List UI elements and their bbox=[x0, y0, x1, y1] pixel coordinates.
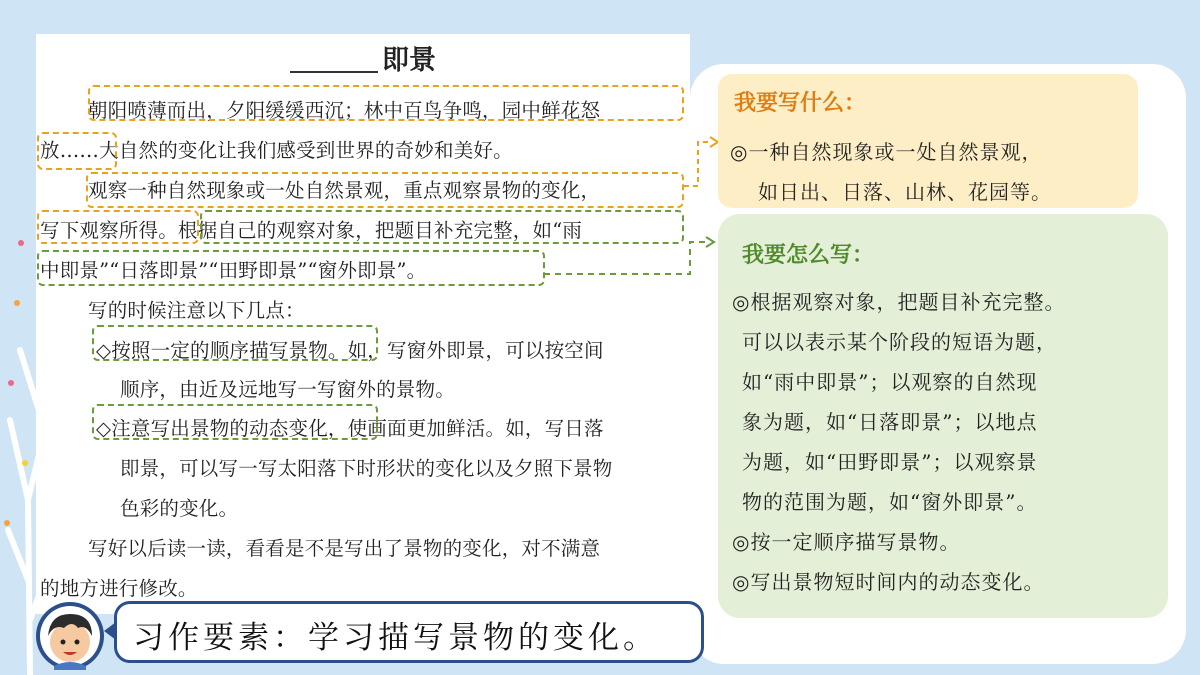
textbook-page bbox=[36, 34, 690, 614]
paragraph-line: 写下观察所得。根据自己的观察对象，把题目补充完整，如“雨 bbox=[40, 219, 583, 242]
how-card-line: 象为题，如“日落即景”；以地点 bbox=[742, 410, 1038, 434]
highlight-box-green bbox=[37, 250, 545, 286]
paragraph-line: 中即景”“日落即景”“田野即景”“窗外即景”。 bbox=[40, 259, 427, 282]
page-title: 即景 bbox=[36, 38, 690, 77]
how-card-line: 如“雨中即景”；以观察的自然现 bbox=[742, 370, 1038, 394]
speech-bubble bbox=[114, 601, 704, 663]
bullet-line: 色彩的变化。 bbox=[120, 497, 239, 520]
bullet-line: 顺序，由近及远地写一写窗外的景物。 bbox=[120, 378, 455, 401]
how-card-title: 我要怎么写： bbox=[742, 243, 875, 268]
paragraph-line: 观察一种自然现象或一处自然景观，重点观察景物的变化， bbox=[88, 179, 601, 202]
how-card-line: ◎按一定顺序描写景物。 bbox=[732, 530, 961, 554]
how-card-line: 物的范围为题，如“窗外即景”。 bbox=[742, 490, 1038, 514]
paragraph-line: 朝阳喷薄而出，夕阳缓缓西沉；林中百鸟争鸣，园中鲜花怒 bbox=[88, 99, 601, 122]
what-to-write-card bbox=[718, 74, 1138, 208]
paragraph-line: 的地方进行修改。 bbox=[40, 577, 198, 600]
how-card-line: 可以以表示某个阶段的短语为题， bbox=[742, 330, 1057, 354]
how-card-line: 为题，如“田野即景”；以观察景 bbox=[742, 450, 1038, 474]
writing-element-text: 习作要素：学习描写景物的变化。 bbox=[133, 620, 658, 656]
student-avatar bbox=[34, 600, 106, 672]
paragraph-line: 写好以后读一读，看看是不是写出了景物的变化，对不满意 bbox=[88, 537, 601, 560]
how-card-line: ◎根据观察对象，把题目补充完整。 bbox=[732, 290, 1066, 314]
paragraph-line: 放……大自然的变化让我们感受到世界的奇妙和美好。 bbox=[40, 139, 513, 162]
highlight-box-orange bbox=[86, 172, 684, 208]
title-blank bbox=[290, 71, 378, 73]
bullet-line: ◇注意写出景物的动态变化，使画面更加鲜活。如，写日落 bbox=[96, 417, 604, 440]
what-card-title: 我要写什么： bbox=[734, 91, 867, 116]
how-card-line: ◎写出景物短时间内的动态变化。 bbox=[732, 570, 1045, 594]
highlight-box-green bbox=[92, 404, 378, 440]
connector-arrow-orange bbox=[680, 130, 720, 190]
highlight-box-orange bbox=[88, 85, 684, 121]
highlight-box-green bbox=[92, 325, 378, 361]
how-to-write-card bbox=[718, 214, 1168, 618]
highlight-box-orange bbox=[37, 132, 117, 170]
paragraph-line: 写的时候注意以下几点： bbox=[88, 299, 305, 322]
bullet-line: 即景，可以写一写太阳落下时形状的变化以及夕照下景物 bbox=[120, 457, 613, 480]
connector-arrow-green bbox=[540, 232, 720, 282]
what-card-line: ◎一种自然现象或一处自然景观， bbox=[730, 140, 1043, 164]
bullet-line: ◇按照一定的顺序描写景物。如，写窗外即景，可以按空间 bbox=[96, 339, 604, 362]
highlight-box-orange bbox=[37, 210, 199, 244]
what-card-line: 如日出、日落、山林、花园等。 bbox=[758, 180, 1052, 204]
